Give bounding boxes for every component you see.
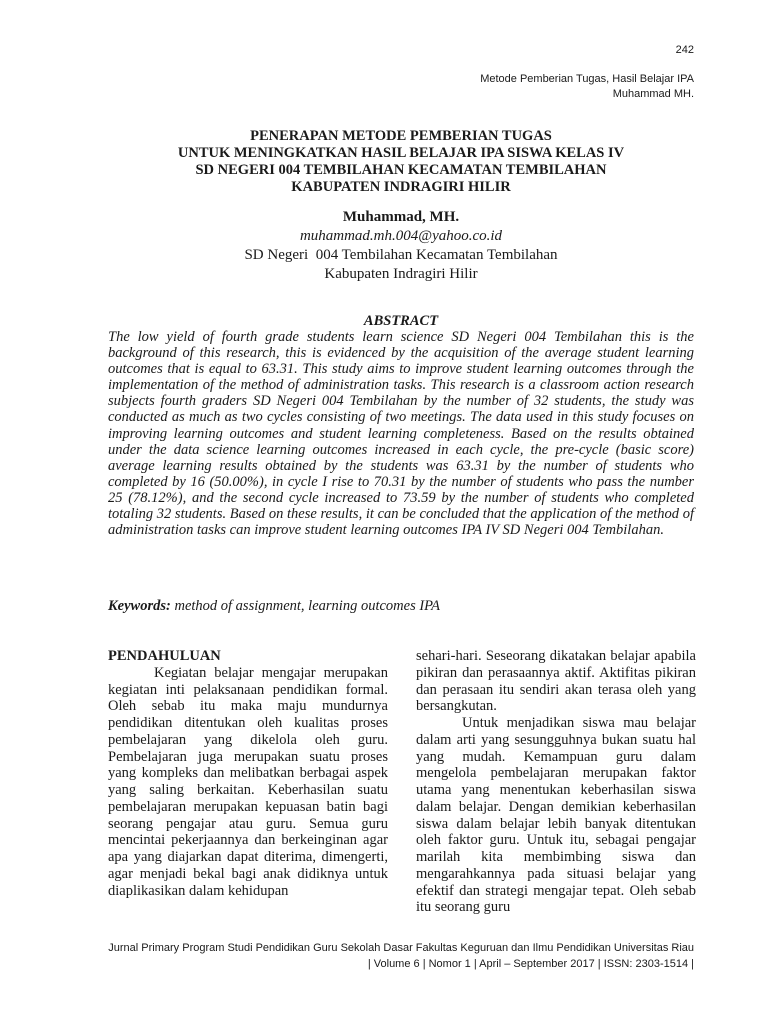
title-line: PENERAPAN METODE PEMBERIAN TUGAS (250, 128, 552, 144)
running-title: Metode Pemberian Tugas, Hasil Belajar IPA (480, 73, 694, 85)
title-line: KABUPATEN INDRAGIRI HILIR (291, 179, 511, 195)
abstract-heading: ABSTRACT (363, 313, 439, 329)
title-line: UNTUK MENINGKATKAN HASIL BELAJAR IPA SISWA KELAS IV (177, 145, 625, 161)
abstract-text: The low yield of fourth grade students learn science SD Negeri 004 Tembilahan this is the background of this research, this is evidenced by the acquisition of the average student learning outcomes that is equal to 63.31. This study aims to improve student learning outcomes through the implementation of the method of administration tasks. This research is a classroom action research subjects fourth graders SD Negeri 004 Tembilahan by the number of 32 students, the study was conducted as much as two cycles consisting of two meetings. The data used in this study focuses on improving learning outcomes and student learning completeness. Based on the results obtained under the data science learning outcomes increased in each cycle, the pre-cycle (basic score) average learning results obtained by the students was 63.31 by the number of students who completed by 16 (50.00%), in cycle I rise to 70.31 by the number of students who pass the number 25 (78.12%), and the second cycle increased to 73.59 by the number of students who completed totaling 32 students. Based on these results, it can be concluded that the application of the method of administration tasks can improve student learning outcomes IPA IV SD Negeri 004 Tembilahan. (108, 329, 694, 539)
running-author: Muhammad MH. (612, 88, 694, 100)
author-email: muhammad.mh.004@yahoo.co.id (299, 228, 503, 244)
footer-issue-info: | Volume 6 | Nomor 1 | April – September 2017 | ISSN: 2303-1514 | (367, 958, 694, 970)
body-paragraph: sehari-hari. Seseorang dikatakan belajar apabila pikiran dan perasaannya aktif. Aktifitas pikiran dan perasaan itu sendiri akan terasa oleh yang bersangkutan. (416, 648, 696, 715)
body-column-left (108, 648, 388, 899)
page-number: 242 (675, 44, 694, 56)
section-heading: PENDAHULUAN (108, 648, 221, 664)
footer-journal-name: Jurnal Primary Program Studi Pendidikan Guru Sekolah Dasar Fakultas Keguruan dan Ilmu Pendidikan Universitas Riau (108, 942, 694, 954)
author-name: Muhammad, MH. (342, 209, 460, 225)
article-title (108, 128, 694, 196)
author-block (108, 208, 694, 284)
keywords-label: Keywords: (108, 598, 171, 614)
keywords-value: method of assignment, learning outcomes IPA (174, 598, 441, 614)
running-head (480, 72, 694, 102)
journal-footer (108, 940, 694, 972)
body-paragraph: Kegiatan belajar mengajar merupakan kegiatan inti pelaksanaan pendidikan formal. Oleh sebab itu maka maju mundurnya pendidikan ditentukan oleh kualitas proses pembelajaran yang dikelola oleh guru. Pembelajaran juga merupakan suatu proses yang kompleks dan melibatkan berbagai aspek yang saling berkaitan. Keberhasilan suatu pembelajaran merupakan kepuasan batin bagi seorang pengajar atau guru. Semua guru mencintai pekerjaannya dan berkeinginan agar apa yang diajarkan dapat diterima, dimengerti, agar menjadi bekal bagi anak didiknya untuk diaplikasikan dalam kehidupan (108, 664, 388, 899)
body-paragraph: Untuk menjadikan siswa mau belajar dalam arti yang sesungguhnya bukan suatu hal yang mudah. Kemampuan guru dalam mengelola pembelajaran merupakan faktor utama yang menentukan keberhasilan siswa dalam belajar. Dengan demikian keberhasilan siswa dalam belajar lebih banyak ditentukan oleh faktor guru. Untuk itu, sebagai pengajar marilah kita membimbing siswa dan mengarahkannya pada situasi belajar yang efektif dan strategi mengajar tepat. Oleh sebab itu seorang guru (416, 715, 696, 916)
author-affiliation-region: Kabupaten Indragiri Hilir (324, 266, 478, 282)
body-column-right (416, 648, 696, 916)
author-affiliation: SD Negeri 004 Tembilahan Kecamatan Tembilahan (244, 247, 558, 263)
keywords (108, 598, 694, 615)
title-line: SD NEGERI 004 TEMBILAHAN KECAMATAN TEMBILAHAN (195, 162, 607, 178)
